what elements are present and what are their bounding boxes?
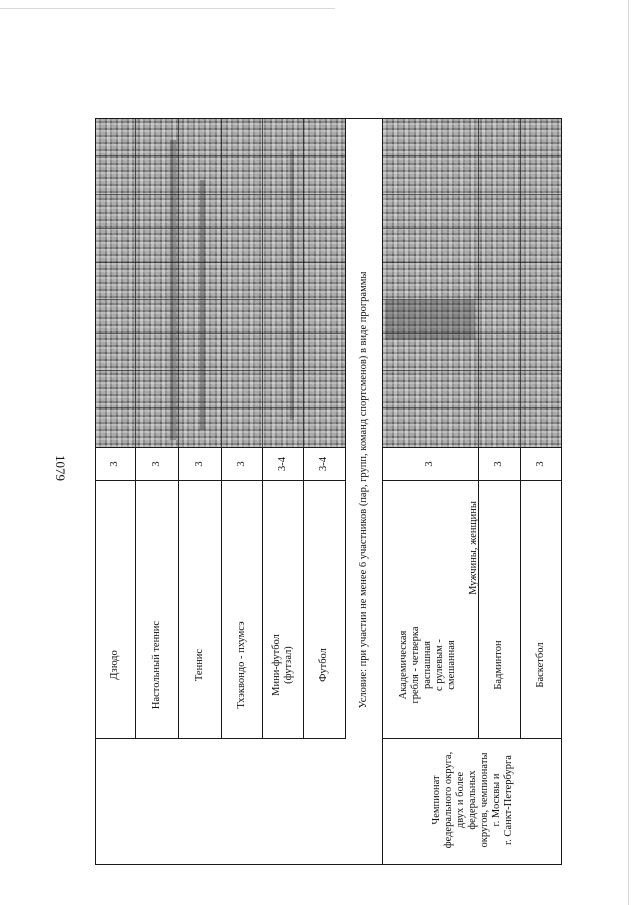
data-h-11 — [383, 228, 561, 229]
rank-table-tennis: 3 — [150, 461, 162, 467]
data-v-5 — [303, 118, 304, 448]
competition-col-left — [382, 738, 383, 865]
scan-noise-lower — [383, 119, 561, 447]
data-v-6 — [478, 118, 479, 448]
data-h-15 — [383, 370, 561, 371]
sport-name-table-tennis: Настольный теннис — [150, 620, 162, 710]
data-h-7 — [95, 370, 346, 371]
data-h-5 — [95, 299, 346, 300]
sport-name-badminton: Бадминтон — [492, 640, 504, 690]
data-h-4 — [95, 262, 346, 263]
data-h-14 — [383, 333, 561, 334]
data-h-8 — [95, 407, 346, 408]
sport-name-taekwondo: Тхэквондо - пхумсэ — [235, 621, 247, 709]
competition-area-left-upper — [95, 738, 96, 865]
page-number: 1079 — [53, 455, 68, 481]
condition-text: Условие: при участии не менее 6 участников (пар, групп, команд спортсменов) в виде программы — [357, 271, 369, 709]
data-h-9 — [383, 155, 561, 156]
rank-taekwondo: 3 — [235, 461, 247, 467]
rank-rowing: 3 — [423, 461, 435, 467]
data-h-1 — [95, 155, 346, 156]
data-v-7 — [520, 118, 521, 448]
scan-noise-stripe-3 — [290, 150, 294, 420]
rank-tennis: 3 — [193, 461, 205, 467]
h-line-name-gender-upper — [95, 738, 346, 739]
table-border-bottom — [95, 864, 562, 865]
data-h-2 — [95, 194, 346, 195]
sport-name-rowing: Академическая гребля - четверка распашная с рулевым - смешанная — [397, 626, 458, 704]
rank-basketball: 3 — [534, 461, 546, 467]
rank-badminton: 3 — [492, 461, 504, 467]
rank-judo: 3 — [108, 461, 120, 467]
competition-name: Чемпионат федерального округа, двух и более федеральных округов, чемпионаты г. Москвы и г. Санкт-Петербурга — [430, 751, 515, 849]
data-v-1 — [135, 118, 136, 448]
data-h-10 — [383, 194, 561, 195]
condition-col-left — [345, 118, 346, 738]
scan-noise-stripe-2 — [200, 180, 205, 430]
h-line-rank-data-lower — [382, 447, 562, 448]
data-v-4 — [262, 118, 263, 448]
h-line-name-gender-lower — [382, 738, 562, 739]
sport-name-minifootball: Мини-футбол (футзал) — [270, 634, 294, 696]
data-h-16 — [383, 407, 561, 408]
data-h-12 — [383, 262, 561, 263]
sport-name-football: Футбол — [317, 648, 329, 682]
sport-name-basketball: Баскетбол — [534, 642, 546, 688]
table-border-right — [561, 118, 562, 865]
rank-minifootball: 3-4 — [276, 457, 288, 471]
data-h-13 — [383, 299, 561, 300]
data-v-2 — [178, 118, 179, 448]
scan-noise-block-lower — [385, 300, 475, 340]
data-h-6 — [95, 333, 346, 334]
rank-football: 3-4 — [317, 457, 329, 471]
data-h-3 — [95, 228, 346, 229]
h-line-gender-rank-lower — [382, 480, 562, 481]
data-v-3 — [221, 118, 222, 448]
gender-men-women: Мужчины, женщины — [467, 501, 479, 595]
sport-name-judo: Дзюдо — [108, 650, 120, 680]
sport-name-tennis: Теннис — [193, 648, 205, 682]
h-line-gender-rank-upper — [95, 480, 346, 481]
scan-noise-stripe-1 — [170, 140, 176, 440]
